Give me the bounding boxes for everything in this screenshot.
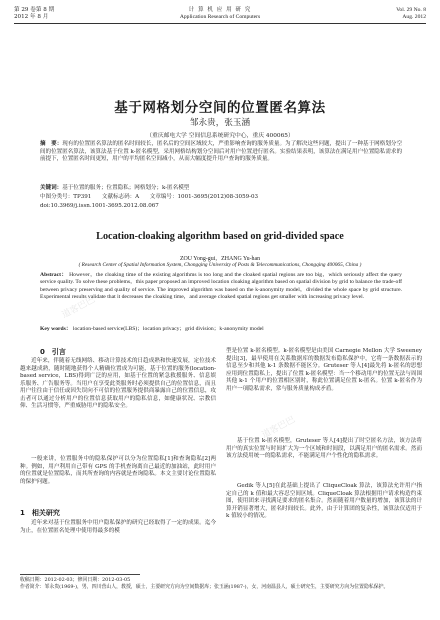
- abstract-en-label: Abstract：: [40, 272, 68, 278]
- journal-date-en: Aug. 2012: [402, 14, 426, 20]
- clc-number: 中图分类号：TP391: [40, 194, 92, 200]
- footnote-rule: [20, 574, 140, 575]
- intro-paragraph-1: 近年来，伴随着无线网络、移动计算技术的日趋成熟和快速发展，定位技术越来越成熟，随时随地获得个人精确位置成为可能，基于位置的服务(location-based service，LBS)得到广泛的应用，如基于位置的紧急救援服务、信息娱乐服务、广告服务等。当用户在享受此类服务时必须提供自己的位置信息，而且用户往往由于信任或因失误向不可信的位置服务提供商暴露自己的位置信息，攻击者可以通过分析用户的位置信息获取用户的隐私信息，如健康状况、宗教信仰、生活习惯等，严重威胁用户的隐私安全。: [20, 358, 216, 410]
- journal-name-cn: 计 算 机 应 用 研 究: [188, 7, 252, 13]
- journal-volume-cn: 第 29 卷第 8 期: [14, 7, 55, 13]
- abstract-cn-label: 摘 要：: [40, 141, 63, 147]
- right-paragraph-1: 型是位置 k-匿名模型。k-匿名模型是由美国 Carnegie Mellon 大学 Sweeney 提出[3]，最早使用在关系数据库的数据发布隐私保护中，它将一条数据表示的信息至少和其他 k-1 条数据不能区分。Gruteser 等人[4]最先将 k-匿名的思想应用到位置隐私上，提出了位置 k-匿名模型：当一个移动用户的位置无法与周围其他 k-1 个用户的位置相区别时，称此位置满足位置 k-匿名。位置 k-匿名作为用户一项隐私需求，常与服务质量构成矛盾。: [226, 348, 422, 392]
- section-heading-related-work: 1 相关研究: [20, 509, 60, 517]
- paper-title-cn: 基于网格划分空间的位置匿名算法: [114, 100, 326, 116]
- header-rule: [14, 23, 426, 24]
- journal-name-en: Application Research of Computers: [179, 14, 261, 20]
- article-number: 文章编号：1001-3695(2012)08-3059-03: [149, 194, 259, 200]
- watermark: 道客巴巴: [60, 294, 97, 321]
- right-paragraph-2: 基于位置 k-匿名模型，Gruteser 等人[4]提出了时空匿名方法，该方法将用户的真实位置与时间扩大为一个区域和时间段，以满足用户的匿名需求。然而该方法使用统一的隐私需求，不能满足用户个性化的隐私需求。: [226, 438, 422, 460]
- abstract-cn-text: 现有的位置匿名算法的匿名时间较长，匿名后的空间区域较大，严重影响查询的服务质量。为了解决这些问题，提出了一种基于网格划分空间的位置匿名算法，该算法基于位置 k-匿名模型，采用网格结构划分空间后对用户位置进行匿名。实验结果表明，该算法在满足用户位置隐私需求的前提下，位置匿名时间更短，用户的平均匿名空间减小，从而大幅度提升用户查询的服务质量。: [40, 141, 402, 163]
- affiliation-en: ( Research Center of Spatial Information System, Chongqing University of Posts & Telecommunications, Chongqing 400065, China ): [78, 262, 362, 268]
- section-heading-introduction: 0 引言: [40, 348, 66, 356]
- keywords-cn-text: 基于位置的服务；位置隐私；网格划分；k-匿名模型: [62, 185, 190, 191]
- journal-volume-en: Vol. 29 No. 8: [396, 7, 426, 13]
- abstract-cn: [40, 141, 402, 164]
- keywords-cn: [40, 185, 402, 193]
- paper-title-en: Location-cloaking algorithm based on grid-divided space: [96, 231, 344, 242]
- related-work-paragraph-1: 近年来对基于位置服务中用户隐私保护的研究已经取得了一定的成果。迄今为止，在位置匿名处理中使用得最多的模: [20, 520, 216, 534]
- keywords-en-label: Key words：: [40, 326, 72, 332]
- keywords-cn-label: 关键词：: [40, 185, 63, 191]
- watermark: 道客巴巴: [260, 414, 297, 441]
- classification-line: [40, 194, 402, 202]
- footnote-received: 收稿日期：2012-02-03；修回日期：2012-03-05: [20, 577, 131, 583]
- document-code: 文献标志码：A: [101, 194, 140, 200]
- abstract-en: [40, 272, 402, 302]
- journal-date-cn: 2012 年 8 月: [14, 14, 49, 20]
- keywords-en-text: location-based service(LBS)；location privacy；grid division；k-anonymity model: [72, 326, 264, 332]
- keywords-en: [40, 326, 402, 333]
- footnote-author-bio: 作者简介：邹永贵(1969-)，男，四川营山人，教授，硕士，主要研究方向为空间数据库；张玉涵(1987-)，女，河南温县人，硕士研究生，主要研究方向为位置隐私保护。: [20, 584, 389, 590]
- authors-en: ZOU Yong-gui，ZHANG Yu-han: [179, 256, 261, 262]
- authors-cn: 邹永贵，张玉涵: [189, 118, 251, 128]
- intro-paragraph-2: 一般来讲，位置服务中的隐私保护可以分为位置隐私[1]和查询隐私[2]两种。例如，用户利用自己带有 GPS 的手机查询离自己最近的加油站，此时用户的位置就是位置隐私，而其所查询的内容就是查询隐私。本文主要讨论位置隐私的保护问题。: [20, 456, 216, 485]
- right-paragraph-3: Gedik 等人[5]在此基础上提出了 CliqueCloak 算法，该算法允许用户指定自己的 k 值和最大容忍空间区域。CliqueCloak 算法根据用户请求构造约束图，使用团来寻找满足要求的匿名集合。然而随着用户数量的增加，该算法的计算开销显著增大，匿名时间较长。此外，由于计算团的复杂性，该算法仅适用于 k 值较小的情况。: [226, 483, 422, 520]
- affiliation-cn: （重庆邮电大学 空间信息系统研究中心，重庆 400065）: [146, 133, 294, 139]
- doi: doi:10.3969/j.issn.1001-3695.2012.08.067: [40, 203, 159, 209]
- abstract-en-text: However，the cloaking time of the existing algorithms is too long and the cloaked spatial regions are too big，which seriously affect the query service quality. To solve these problems，this paper proposed an improved location cloaking algorithm based on spatial division by grid to balance the trade-off between privacy preserving and quality of service. The improved algorithm was based on the k-anonymity model，divided the whole space by grid structure. Experimental results validate that it decreases the cloaking time，and average cloaked spatial regions get smaller with increasing privacy level.: [40, 272, 402, 301]
